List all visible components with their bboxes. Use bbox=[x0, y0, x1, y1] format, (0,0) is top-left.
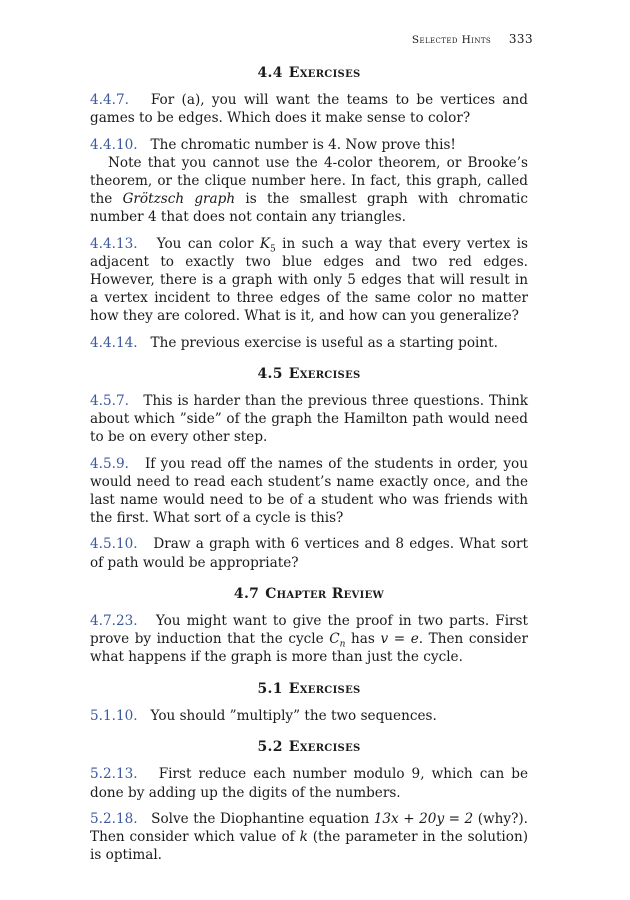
hint-ref: 4.5.10. bbox=[90, 536, 138, 553]
hint-ref: 5.2.13. bbox=[90, 766, 138, 783]
hint-ref: 4.4.7. bbox=[90, 92, 129, 109]
section-heading: 5.2 Exercises bbox=[257, 739, 361, 756]
hint-ref: 4.5.9. bbox=[90, 455, 129, 472]
hint-ref: 4.4.10. bbox=[90, 136, 138, 153]
section-5-2 bbox=[90, 738, 528, 864]
page-content bbox=[90, 64, 528, 877]
hint-ref: 4.4.14. bbox=[90, 334, 138, 351]
running-header bbox=[412, 32, 533, 46]
hint-4-7-23: 4.7.23. You might want to give the proof in two parts. First prove by induction that the cycle $C_n$ has v = e. Then consider what happens if the graph is more than just the cycle. bbox=[90, 613, 528, 666]
section-5-1 bbox=[90, 680, 528, 725]
section-4-7 bbox=[90, 585, 528, 667]
hint-4-5-10: 4.5.10. Draw a graph with 6 vertices and 8 edges. What sort of path would be appropriate? bbox=[90, 536, 528, 571]
section-4-5 bbox=[90, 365, 528, 572]
hint-5-1-10: 5.1.10. You should ”multiply” the two sequences. bbox=[90, 707, 437, 724]
hint-4-5-9: 4.5.9. If you read off the names of the students in order, you would need to read each student’s name exactly once, and the last name would need to be of a student who was friends with the first. What sort of a cycle is this? bbox=[90, 455, 528, 527]
hint-ref: 4.5.7. bbox=[90, 393, 129, 410]
hint-4-4-13: 4.4.13. You can color $K_5$ in such a way that every vertex is adjacent to exactly two blue edges and two red edges. However, there is a graph with only 5 edges that will result in a vertex incident to three edges of the same color no matter how they are colored. What is it, and how can you generalize? bbox=[90, 235, 528, 325]
hint-ref: 4.7.23. bbox=[90, 613, 138, 630]
section-heading: 4.5 Exercises bbox=[257, 365, 361, 382]
hint-ref: 4.4.13. bbox=[90, 235, 138, 252]
section-heading: 4.7 Chapter Review bbox=[233, 585, 385, 602]
hint-5-2-18: 5.2.18. Solve the Diophantine equation 13x + 20y = 2 (why?). Then consider which value of k (the parameter in the solution) is optimal. bbox=[90, 810, 529, 864]
running-title: Selected Hints bbox=[411, 34, 492, 46]
hint-4-4-10-continuation: Note that you cannot use the 4-color theorem, or Brooke’s theorem, or the clique number here. In fact, this graph, called the Grötzsch graph is the smallest graph with chromatic number 4 that does not contain any triangles. bbox=[90, 154, 529, 226]
hint-ref: 5.2.18. bbox=[90, 810, 138, 827]
section-4-4 bbox=[90, 64, 528, 352]
section-heading: 5.1 Exercises bbox=[257, 680, 361, 697]
hint-4-4-7: 4.4.7. For (a), you will want the teams to be vertices and games to be edges. Which does it make sense to color? bbox=[90, 92, 528, 127]
section-heading: 4.4 Exercises bbox=[257, 65, 361, 81]
hint-4-5-7: 4.5.7. This is harder than the previous three questions. Think about which ”side” of the graph the Hamilton path would need to be on every other step. bbox=[90, 393, 528, 446]
hint-4-4-10: 4.4.10. The chromatic number is 4. Now prove this! bbox=[90, 136, 456, 153]
page-number: 333 bbox=[508, 32, 533, 46]
hint-ref: 5.1.10. bbox=[90, 707, 138, 724]
hint-5-2-13: 5.2.13. First reduce each number modulo 9, which can be done by adding up the digits of the numbers. bbox=[90, 766, 529, 801]
hint-4-4-14: 4.4.14. The previous exercise is useful as a starting point. bbox=[90, 334, 498, 351]
